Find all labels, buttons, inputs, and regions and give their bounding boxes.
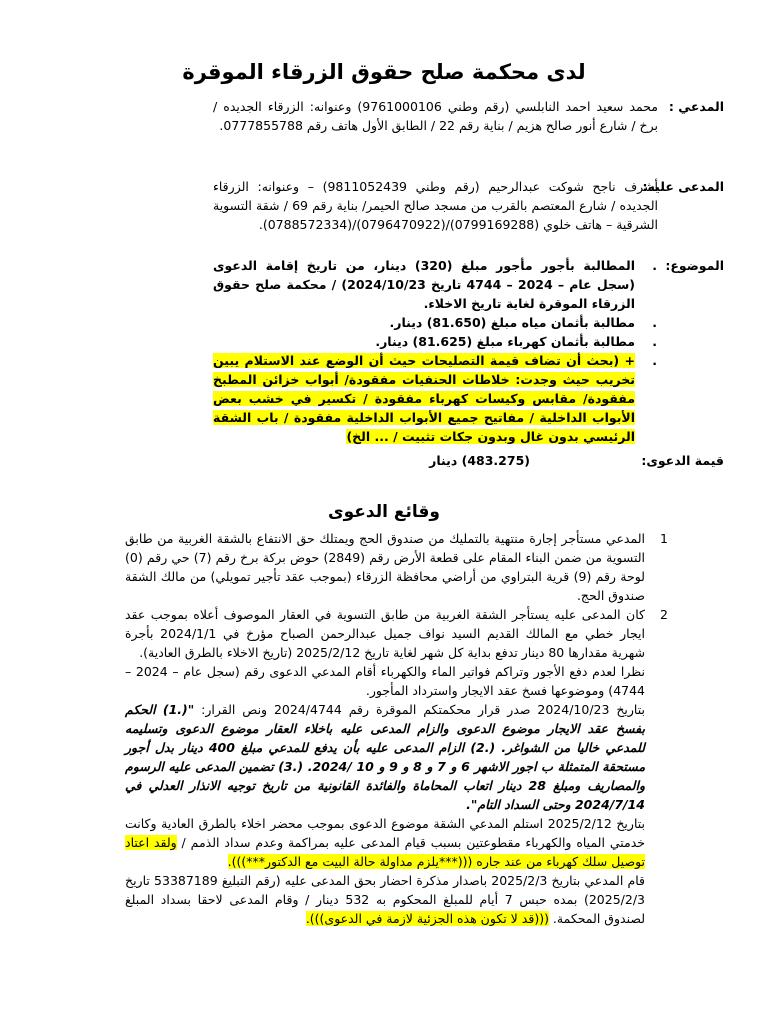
bullet-marker: .	[652, 334, 657, 349]
plaintiff-details: محمد سعيد احمد النابلسي (رقم وطني 9761000106) وعنوانه: الزرقاء الجديده / برخ / شارع أنور صالح هزيم / بناية رقم 22 / الطابق الأول هاتف رقم 0777855788.	[213, 99, 658, 133]
bullet-marker: .	[652, 258, 657, 273]
subject-item	[213, 332, 657, 351]
subject-list	[213, 256, 657, 446]
summons-text: قام المدعي بتاريخ 2025/2/3 باصدار مذكرة احضار بحق المدعى عليه (رقم التبليغ 53387189 تاريخ 2025/2/3) بمده حبس 7 أيام للمبلغ المحكوم به 532 دينار / وقام المدعى لاحقا بسداد المبلغ لصندوق المحكمة.	[125, 873, 645, 926]
bullet-marker: .	[652, 353, 657, 368]
bullet-marker: .	[652, 315, 657, 330]
subject-label: الموضوع:	[665, 258, 724, 273]
ruling-intro: بتاريخ 2024/10/23 صدر قرار محكمتكم الموقرة رقم 2024/4744 ونص القرار:	[194, 702, 645, 717]
fact-paragraph-ruling	[125, 700, 645, 814]
defendant-details: أشرف ناجح شوكت عبدالرحيم (رقم وطني 9811052439) – وعنوانه: الزرقاء الجديده / شارع المعتصم بالقرب من مسجد صالح الحيمر/ بناية رقم 69 / شقة التسوية الشرقية – هاتف خلوي (0799169288)/(0796470922)/(0788572334).	[213, 179, 658, 232]
subject-item-text: مطالبة بأثمان مياه مبلغ (81.650) دينار.	[389, 315, 635, 330]
defendant-label: المدعى عليه:	[642, 179, 724, 194]
fact-paragraph: المدعي مستأجر إجارة منتهية بالتمليك من صندوق الحج ويمتلك حق الانتفاع بالشقة الغربية من طابق التسوية من ضمن البناء المقام على قطعة الأرض رقم (2849) حوض بركة برخ رقم (7) حي رقم (0) لوحة رقم (9) قرية البتراوي من أراضي محافظة الزرقاء (بموجب عقد تأجير تمويلي) من مالك الشقة صندوق الحج.	[125, 531, 646, 603]
fact-paragraph: كان المدعى عليه يستأجر الشقة الغربية من طابق التسوية في العقار الموصوف أعلاه بموجب عقد ايجار خطي مع المالك القديم السيد نواف جميل عبدالرحمن الصباح مؤرخ في 2024/1/1 بأجرة شهرية مقدارها 80 دينار تدفع بداية كل شهر لغاية تاريخ 2025/2/12 (تاريخ الاخلاء بالطرق العادية).	[125, 607, 645, 660]
subject-item-text: مطالبة بأثمان كهرباء مبلغ (81.625) دينار.	[375, 334, 635, 349]
eviction-highlighted-note: ولقد اعتاد توصيل سلك كهرباء من عند جاره (((***يلزم مداولة حالة البيت مع الدكتور***))).	[125, 835, 645, 869]
facts-heading: وقائع الدعوى	[328, 502, 440, 522]
subject-item	[213, 351, 657, 446]
summons-highlighted-note: (((قد لا تكون هذه الجزئية لازمة في الدعوى))).	[305, 911, 549, 926]
fact-paragraph-summons	[125, 871, 645, 928]
fact-number: 1	[660, 531, 668, 546]
subject-item	[213, 256, 657, 313]
court-title: لدى محكمة صلح حقوق الزرقاء الموقرة	[182, 60, 586, 84]
fact-number: 2	[660, 607, 668, 622]
subject-item-highlighted-text: + (بحث أن تضاف قيمة التصليحات حيث أن الوضع عند الاستلام يبين تخريب حيث وجدت: خلاطات الحنفيات مفقودة/ أبواب خزائن المطبخ مفقودة/ مقابس وكيسات كهرباء مفقودة / تكسير في خشب بعض الأبواب الداخلية / مفاتيح جميع الأبواب الداخلية مفقودة / باب الشقة الرئيسي بدون غال وبدون جكات تثبيت / ... الخ)	[213, 353, 635, 444]
fact-paragraph-eviction	[125, 814, 645, 871]
fact-paragraph: نظرا لعدم دفع الأجور وتراكم فواتير الماء والكهرباء أقام المدعي الدعوى رقم (سجل عام – 2024 – 4744) وموضوعها فسخ عقد الايجار واسترداد المأجور.	[125, 664, 645, 698]
fact-block	[125, 605, 645, 928]
claim-value-label: قيمة الدعوى:	[641, 453, 724, 468]
subject-item-text: المطالبة بأجور مأجور مبلغ (320) دينار، من تاريخ إقامة الدعوى (سجل عام – 2024 – 4744 تاريخ 2024/10/23) / محكمة صلح حقوق الزرقاء الموقرة لغاية تاريخ الاخلاء.	[213, 258, 635, 311]
claim-value-amount: (483.275) دينار	[429, 453, 530, 468]
ruling-text: "(.1) الحكم بفسخ عقد الايجار موضوع الدعوى والزام المدعى عليه باخلاء العقار موضوع الدعوى وتسليمه للمدعي خاليا من الشواغر. (.2) الزام المدعى عليه بأن يدفع للمدعي مبلغ 400 دينار بدل أجور مستحقة المتمثلة ب اجور الاشهر 6 و 7 و 8 و 9 و 10 /2024. (.3) تضمين المدعى عليه الرسوم والمصاريف ومبلغ 28 دينار اتعاب المحاماة والفائدة القانونية من تاريخ توجيه الانذار العدلي في 2024/7/14 وحتى السداد التام".	[125, 702, 646, 812]
plaintiff-label: المدعي :	[668, 99, 724, 114]
eviction-text: بتاريخ 2025/2/12 استلم المدعي الشقة موضوع الدعوى بموجب محضر اخلاء بالطرق العادية وكانت خدمتي المياه والكهرباء مقطوعتين بسبب قيام المدعى عليه بمراكمة وعدم سداد الذمم /	[125, 816, 646, 850]
subject-item	[213, 313, 657, 332]
